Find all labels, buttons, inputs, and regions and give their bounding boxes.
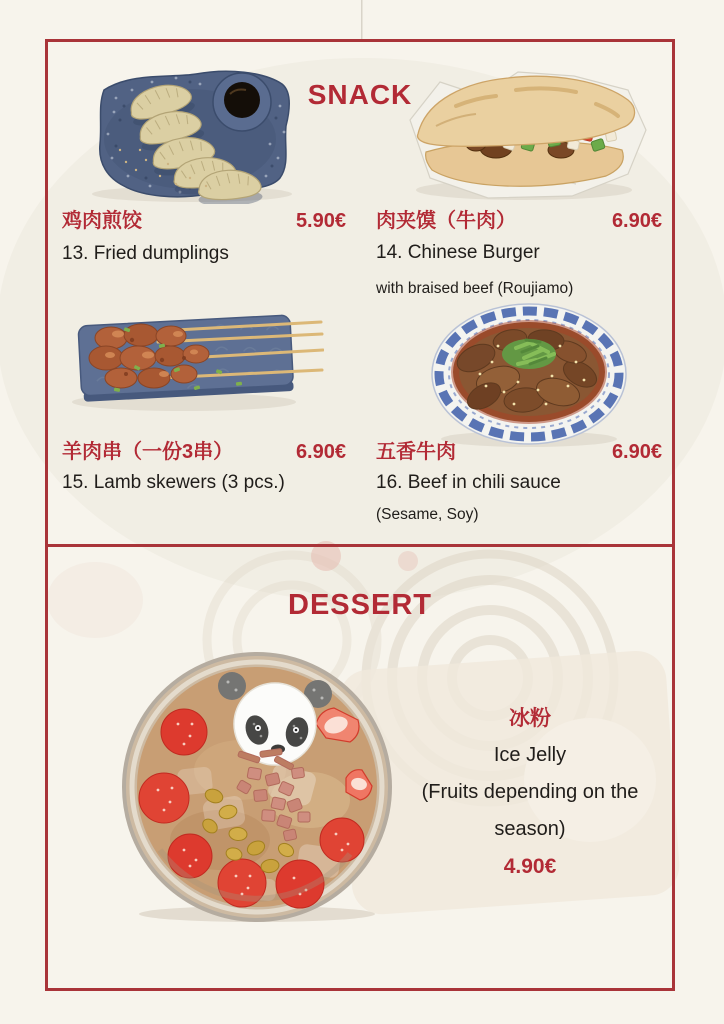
snack-border-frame (45, 39, 675, 547)
item-13-name-en: 13. Fried dumplings (62, 243, 229, 264)
dessert-price: 4.90€ (503, 855, 557, 878)
dessert-name-en: Ice Jelly (493, 744, 567, 766)
item-15-price: 6.90€ (295, 441, 346, 463)
dessert-subtitle-line2: season) (494, 818, 566, 840)
item-16-subtitle: (Sesame, Soy) (376, 506, 479, 523)
snack-section-title: SNACK (307, 79, 413, 111)
dessert-section-title: DESSERT (288, 589, 432, 622)
item-15-header (62, 435, 346, 464)
item-15-name-zh: 羊肉串（一份3串） (62, 441, 234, 463)
item-13-price: 5.90€ (295, 210, 346, 232)
item-14-header (376, 204, 662, 233)
dessert-subtitle-line1: (Fruits depending on the (421, 781, 639, 803)
item-14-price: 6.90€ (611, 210, 662, 232)
item-15-name-en: 15. Lamb skewers (3 pcs.) (62, 472, 285, 493)
item-13-name-zh: 鸡肉煎饺 (62, 210, 142, 232)
item-16-name-zh: 五香牛肉 (376, 441, 456, 463)
item-14-subtitle: with braised beef (Roujiamo) (376, 280, 574, 297)
item-16-price: 6.90€ (611, 441, 662, 463)
item-16-name-en: 16. Beef in chili sauce (376, 472, 561, 493)
dessert-name-zh: 冰粉 (509, 707, 551, 730)
item-13-header (62, 204, 346, 233)
item-14-name-zh: 肉夹馍（牛肉） (376, 210, 516, 232)
item-16-header (376, 435, 662, 464)
dessert-item-info (388, 700, 672, 885)
item-14-name-en: 14. Chinese Burger (376, 242, 540, 263)
